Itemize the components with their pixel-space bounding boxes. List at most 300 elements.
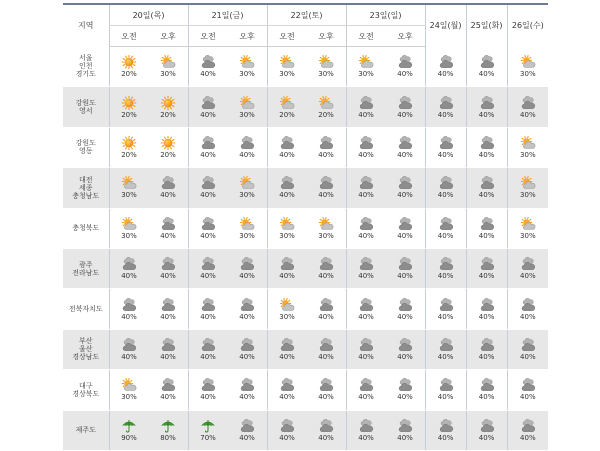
precipitation-probability: 40% (520, 434, 536, 442)
region-name-line: 대구 (63, 382, 109, 390)
precipitation-probability: 40% (397, 191, 413, 199)
cloudy-icon (479, 378, 495, 392)
forecast-cell (425, 329, 466, 369)
precipitation-probability: 40% (438, 70, 454, 78)
precipitation-probability: 40% (318, 151, 334, 159)
cloudy-icon (160, 298, 176, 312)
precipitation-probability: 40% (358, 393, 374, 401)
precipitation-probability: 40% (160, 313, 176, 321)
cloudy-icon (438, 257, 454, 271)
forecast-cell (228, 208, 268, 248)
cloudy-icon (200, 96, 216, 110)
forecast-cell (507, 289, 548, 329)
forecast-cell (149, 208, 189, 248)
forecast-cell (228, 168, 268, 208)
forecast-cell (149, 127, 189, 167)
cloudy-icon (438, 96, 454, 110)
cloudy-icon (438, 136, 454, 150)
cloudy-icon (160, 338, 176, 352)
precipitation-probability: 80% (160, 434, 176, 442)
forecast-cell (346, 248, 386, 288)
cloudy-icon (397, 96, 413, 110)
cloudy-icon (520, 257, 536, 271)
forecast-cell (307, 87, 347, 127)
cloudy-icon (397, 378, 413, 392)
precipitation-probability: 40% (279, 353, 295, 361)
forecast-cell (228, 410, 268, 450)
cloudy-icon (438, 378, 454, 392)
forecast-cell (425, 410, 466, 450)
cloudy-icon (397, 298, 413, 312)
forecast-cell (425, 370, 466, 410)
forecast-cell (228, 47, 268, 87)
day-header: 26일(수) (507, 4, 548, 47)
cloudy-icon (479, 217, 495, 231)
cloudy-icon (479, 176, 495, 190)
precipitation-probability: 40% (239, 353, 255, 361)
forecast-cell (188, 208, 228, 248)
cloudy-icon (479, 96, 495, 110)
cloudy-icon (358, 257, 374, 271)
precipitation-probability: 40% (160, 232, 176, 240)
forecast-cell (267, 168, 307, 208)
sunny-icon (121, 136, 137, 150)
forecast-cell (346, 87, 386, 127)
forecast-cell (228, 289, 268, 329)
forecast-cell (507, 329, 548, 369)
cloudy-icon (279, 378, 295, 392)
region-name-line: 강원도 (63, 139, 109, 147)
forecast-row (63, 168, 548, 208)
precipitation-probability: 40% (438, 232, 454, 240)
precipitation-probability: 40% (160, 353, 176, 361)
region-name (63, 289, 109, 329)
cloudy-icon (479, 338, 495, 352)
forecast-cell (188, 87, 228, 127)
forecast-cell (466, 329, 507, 369)
am-header: 오전 (267, 26, 307, 47)
forecast-cell (346, 289, 386, 329)
forecast-cell (346, 329, 386, 369)
forecast-cell (267, 248, 307, 288)
day-header: 25일(화) (466, 4, 507, 47)
region-name (63, 410, 109, 450)
region-name-line: 충청남도 (63, 192, 109, 200)
precipitation-probability: 70% (200, 434, 216, 442)
precipitation-probability: 40% (397, 313, 413, 321)
cloudy-icon (438, 338, 454, 352)
forecast-cell (507, 47, 548, 87)
cloudy-icon (318, 176, 334, 190)
cloudy-icon (318, 136, 334, 150)
am-header: 오전 (188, 26, 228, 47)
partly-cloudy-icon (239, 55, 255, 69)
forecast-cell (149, 87, 189, 127)
cloudy-icon (200, 136, 216, 150)
forecast-cell (307, 127, 347, 167)
precipitation-probability: 20% (121, 70, 137, 78)
precipitation-probability: 40% (318, 353, 334, 361)
forecast-cell (507, 208, 548, 248)
forecast-cell (307, 329, 347, 369)
forecast-row (63, 87, 548, 127)
region-name-line: 경상남도 (63, 353, 109, 361)
precipitation-probability: 40% (358, 191, 374, 199)
precipitation-probability: 40% (479, 151, 495, 159)
region-name (63, 168, 109, 208)
precipitation-probability: 30% (239, 232, 255, 240)
cloudy-icon (358, 378, 374, 392)
cloudy-icon (358, 136, 374, 150)
precipitation-probability: 20% (160, 151, 176, 159)
region-name-line: 영서 (63, 107, 109, 115)
forecast-cell (188, 168, 228, 208)
precipitation-probability: 20% (279, 111, 295, 119)
day-header: 23일(일) (346, 4, 425, 26)
cloudy-icon (239, 298, 255, 312)
region-name-line: 서울 (63, 54, 109, 62)
forecast-cell (109, 47, 149, 87)
forecast-cell (149, 410, 189, 450)
precipitation-probability: 30% (121, 191, 137, 199)
precipitation-probability: 40% (438, 393, 454, 401)
forecast-cell (466, 168, 507, 208)
forecast-cell (109, 370, 149, 410)
precipitation-probability: 40% (200, 313, 216, 321)
forecast-cell (466, 127, 507, 167)
cloudy-icon (358, 176, 374, 190)
precipitation-probability: 40% (160, 393, 176, 401)
forecast-cell (149, 370, 189, 410)
precipitation-probability: 40% (438, 353, 454, 361)
partly-cloudy-icon (318, 55, 334, 69)
forecast-cell (507, 370, 548, 410)
forecast-cell (386, 289, 426, 329)
forecast-cell (228, 87, 268, 127)
forecast-cell (109, 410, 149, 450)
precipitation-probability: 40% (318, 313, 334, 321)
partly-cloudy-icon (121, 378, 137, 392)
day-header: 20일(목) (109, 4, 188, 26)
forecast-cell (267, 289, 307, 329)
precipitation-probability: 40% (200, 70, 216, 78)
region-name (63, 47, 109, 87)
forecast-cell (466, 370, 507, 410)
forecast-row (63, 47, 548, 87)
precipitation-probability: 40% (520, 272, 536, 280)
forecast-cell (307, 168, 347, 208)
precipitation-probability: 40% (397, 272, 413, 280)
forecast-row (63, 370, 548, 410)
partly-cloudy-icon (318, 96, 334, 110)
cloudy-icon (200, 217, 216, 231)
forecast-cell (466, 289, 507, 329)
precipitation-probability: 40% (200, 151, 216, 159)
cloudy-icon (479, 257, 495, 271)
forecast-cell (109, 248, 149, 288)
pm-header: 오후 (228, 26, 268, 47)
pm-header: 오후 (386, 26, 426, 47)
forecast-cell (228, 329, 268, 369)
precipitation-probability: 40% (200, 191, 216, 199)
partly-cloudy-icon (520, 176, 536, 190)
precipitation-probability: 30% (520, 191, 536, 199)
precipitation-probability: 40% (121, 313, 137, 321)
precipitation-probability: 40% (239, 434, 255, 442)
cloudy-icon (520, 96, 536, 110)
precipitation-probability: 40% (438, 111, 454, 119)
precipitation-probability: 20% (121, 151, 137, 159)
forecast-row (63, 127, 548, 167)
forecast-row (63, 329, 548, 369)
forecast-cell (228, 370, 268, 410)
precipitation-probability: 20% (121, 111, 137, 119)
region-name-line: 부산 (63, 337, 109, 345)
forecast-cell (267, 370, 307, 410)
precipitation-probability: 40% (520, 111, 536, 119)
region-name-line: 전라남도 (63, 269, 109, 277)
precipitation-probability: 40% (358, 111, 374, 119)
precipitation-probability: 40% (520, 313, 536, 321)
forecast-cell (346, 127, 386, 167)
forecast-cell (346, 208, 386, 248)
forecast-cell (267, 87, 307, 127)
precipitation-probability: 40% (438, 151, 454, 159)
cloudy-icon (358, 96, 374, 110)
cloudy-icon (239, 338, 255, 352)
precipitation-probability: 40% (200, 232, 216, 240)
precipitation-probability: 20% (160, 111, 176, 119)
forecast-cell (109, 127, 149, 167)
pm-header: 오후 (149, 26, 189, 47)
rain-umbrella-icon (121, 419, 137, 433)
partly-cloudy-icon (121, 217, 137, 231)
forecast-cell (109, 87, 149, 127)
cloudy-icon (318, 378, 334, 392)
precipitation-probability: 40% (479, 232, 495, 240)
region-name-line: 경상북도 (63, 390, 109, 398)
cloudy-icon (200, 55, 216, 69)
precipitation-probability: 40% (397, 232, 413, 240)
forecast-cell (307, 248, 347, 288)
cloudy-icon (397, 257, 413, 271)
region-name-line: 영동 (63, 147, 109, 155)
forecast-cell (466, 208, 507, 248)
forecast-row (63, 248, 548, 288)
forecast-cell (109, 168, 149, 208)
forecast-cell (425, 208, 466, 248)
precipitation-probability: 40% (358, 313, 374, 321)
forecast-cell (425, 248, 466, 288)
precipitation-probability: 40% (279, 272, 295, 280)
cloudy-icon (438, 176, 454, 190)
forecast-cell (507, 410, 548, 450)
precipitation-probability: 40% (479, 353, 495, 361)
forecast-cell (188, 370, 228, 410)
region-name-line: 충청북도 (63, 224, 109, 232)
precipitation-probability: 40% (200, 353, 216, 361)
pm-header: 오후 (307, 26, 347, 47)
region-name (63, 208, 109, 248)
forecast-cell (307, 208, 347, 248)
cloudy-icon (358, 298, 374, 312)
precipitation-probability: 30% (520, 70, 536, 78)
precipitation-probability: 30% (318, 70, 334, 78)
forecast-cell (386, 127, 426, 167)
forecast-cell (267, 410, 307, 450)
precipitation-probability: 40% (438, 191, 454, 199)
cloudy-icon (200, 176, 216, 190)
precipitation-probability: 30% (520, 232, 536, 240)
region-name-line: 울산 (63, 345, 109, 353)
cloudy-icon (200, 298, 216, 312)
forecast-cell (346, 168, 386, 208)
precipitation-probability: 40% (397, 434, 413, 442)
forecast-cell (507, 87, 548, 127)
cloudy-icon (200, 338, 216, 352)
forecast-cell (507, 168, 548, 208)
forecast-cell (188, 410, 228, 450)
partly-cloudy-icon (358, 55, 374, 69)
precipitation-probability: 40% (358, 232, 374, 240)
precipitation-probability: 40% (397, 393, 413, 401)
cloudy-icon (438, 419, 454, 433)
forecast-cell (346, 370, 386, 410)
cloudy-icon (358, 217, 374, 231)
partly-cloudy-icon (239, 96, 255, 110)
cloudy-icon (279, 257, 295, 271)
precipitation-probability: 40% (200, 272, 216, 280)
precipitation-probability: 40% (318, 191, 334, 199)
precipitation-probability: 30% (358, 70, 374, 78)
precipitation-probability: 40% (520, 353, 536, 361)
precipitation-probability: 20% (318, 111, 334, 119)
cloudy-icon (318, 338, 334, 352)
forecast-cell (507, 127, 548, 167)
cloudy-icon (160, 176, 176, 190)
forecast-cell (386, 248, 426, 288)
precipitation-probability: 40% (358, 151, 374, 159)
region-name-line: 전북자치도 (63, 305, 109, 313)
region-name-line: 세종 (63, 184, 109, 192)
precipitation-probability: 30% (279, 313, 295, 321)
cloudy-icon (479, 419, 495, 433)
forecast-cell (307, 47, 347, 87)
region-column-header: 지역 (63, 4, 109, 47)
region-name (63, 370, 109, 410)
partly-cloudy-icon (279, 298, 295, 312)
cloudy-icon (520, 419, 536, 433)
cloudy-icon (438, 298, 454, 312)
forecast-cell (307, 410, 347, 450)
precipitation-probability: 40% (318, 272, 334, 280)
precipitation-probability: 40% (479, 272, 495, 280)
cloudy-icon (239, 419, 255, 433)
forecast-cell (149, 329, 189, 369)
precipitation-probability: 30% (121, 232, 137, 240)
precipitation-probability: 40% (479, 70, 495, 78)
forecast-cell (466, 410, 507, 450)
cloudy-icon (279, 176, 295, 190)
region-name (63, 329, 109, 369)
cloudy-icon (397, 338, 413, 352)
cloudy-icon (239, 257, 255, 271)
precipitation-probability: 30% (239, 111, 255, 119)
forecast-cell (425, 127, 466, 167)
forecast-cell (267, 127, 307, 167)
am-header: 오전 (109, 26, 149, 47)
forecast-cell (149, 289, 189, 329)
precipitation-probability: 40% (479, 313, 495, 321)
precipitation-probability: 40% (438, 272, 454, 280)
sunny-icon (160, 96, 176, 110)
precipitation-probability: 40% (397, 70, 413, 78)
forecast-cell (386, 208, 426, 248)
region-name-line: 강원도 (63, 99, 109, 107)
precipitation-probability: 40% (479, 111, 495, 119)
cloudy-icon (279, 338, 295, 352)
forecast-cell (466, 87, 507, 127)
region-name-line: 경기도 (63, 70, 109, 78)
precipitation-probability: 40% (279, 393, 295, 401)
cloudy-icon (160, 217, 176, 231)
region-name-line: 대전 (63, 176, 109, 184)
cloudy-icon (160, 257, 176, 271)
precipitation-probability: 40% (479, 434, 495, 442)
precipitation-probability: 30% (279, 232, 295, 240)
forecast-cell (346, 47, 386, 87)
forecast-cell (386, 87, 426, 127)
forecast-cell (386, 47, 426, 87)
precipitation-probability: 40% (438, 313, 454, 321)
cloudy-icon (520, 378, 536, 392)
forecast-cell (188, 248, 228, 288)
partly-cloudy-icon (160, 55, 176, 69)
precipitation-probability: 40% (239, 151, 255, 159)
sunny-icon (121, 96, 137, 110)
forecast-cell (386, 168, 426, 208)
forecast-cell (466, 47, 507, 87)
precipitation-probability: 40% (239, 272, 255, 280)
forecast-cell (466, 248, 507, 288)
cloudy-icon (318, 257, 334, 271)
precipitation-probability: 40% (438, 434, 454, 442)
partly-cloudy-icon (239, 176, 255, 190)
forecast-cell (307, 289, 347, 329)
region-name (63, 127, 109, 167)
forecast-cell (149, 47, 189, 87)
partly-cloudy-icon (520, 136, 536, 150)
day-header: 24일(월) (425, 4, 466, 47)
forecast-row (63, 289, 548, 329)
partly-cloudy-icon (520, 217, 536, 231)
precipitation-probability: 40% (160, 272, 176, 280)
cloudy-icon (520, 338, 536, 352)
precipitation-probability: 30% (121, 393, 137, 401)
cloudy-icon (397, 176, 413, 190)
forecast-cell (228, 127, 268, 167)
precipitation-probability: 40% (279, 191, 295, 199)
forecast-cell (425, 168, 466, 208)
cloudy-icon (318, 419, 334, 433)
precipitation-probability: 40% (200, 393, 216, 401)
forecast-cell (188, 289, 228, 329)
forecast-cell (267, 329, 307, 369)
forecast-cell (188, 329, 228, 369)
precipitation-probability: 40% (239, 313, 255, 321)
cloudy-icon (520, 298, 536, 312)
forecast-cell (267, 208, 307, 248)
